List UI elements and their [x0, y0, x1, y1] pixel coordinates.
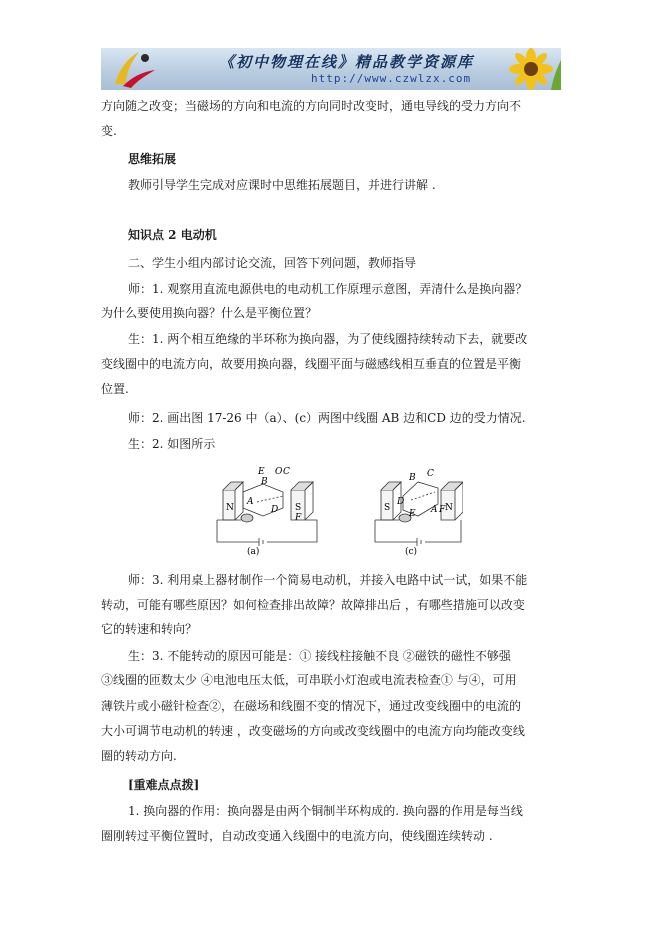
- logo-icon: [101, 48, 171, 90]
- student-answer-1-cont: 变线圈中的电流方向，故要用换向器，线圈平面与磁感线相互垂直的位置是平衡: [101, 357, 522, 371]
- section-heading-think: 思维拓展: [128, 152, 177, 166]
- label-F: F: [439, 505, 446, 515]
- student-answer-1: 生：1. 两个相互绝缘的半环称为换向器，为了使线圈持续转动下去，就要改: [128, 332, 528, 346]
- header-banner: [101, 48, 561, 90]
- label-D: D: [397, 497, 405, 507]
- label-C: C: [427, 469, 434, 479]
- teacher-question-1: 师：1. 观察用直流电源供电的电动机工作原理示意图，弄清什么是换向器？: [128, 282, 528, 296]
- key-point-1-cont: 圈刚转过平衡位置时，自动改变通入线圈中的电流方向，使线圈连续转动 .: [101, 829, 493, 843]
- teacher-question-3: 师：3. 利用桌上器材制作一个简易电动机，并接入电路中试一试，如果不能: [128, 573, 528, 587]
- label-D: D: [271, 505, 279, 515]
- banner-url[interactable]: http://www.czwlzx.com: [311, 72, 472, 85]
- motor-diagram-figure: [213, 462, 463, 556]
- label-F: F: [295, 513, 302, 523]
- student-answer-2: 生：2. 如图所示: [128, 437, 216, 451]
- key-points-heading: [重难点点拨]: [128, 778, 200, 792]
- label-A: A: [431, 505, 438, 515]
- student-answer-3: 生：3. 不能转动的原因可能是：① 接线柱接触不良 ②磁铁的磁性不够强: [128, 649, 511, 663]
- section-heading-knowledge-2: 知识点 2 电动机: [128, 228, 217, 242]
- diagram-a: [217, 482, 317, 546]
- banner-title: 《初中物理在线》精品教学资源库: [219, 53, 475, 71]
- label-E: E: [409, 509, 416, 519]
- label-N: N: [445, 503, 453, 513]
- teacher-question-2: 师：2. 画出图 17-26 中（a）、(c）两图中线圈 AB 边和CD 边的受力情况.: [128, 411, 526, 425]
- label-S: S: [295, 503, 302, 513]
- label-S: S: [384, 503, 391, 513]
- student-answer-1-cont: 位置.: [101, 382, 129, 396]
- paragraph-line: 教师引导学生完成对应课时中思维拓展题目，并进行讲解 .: [128, 178, 436, 192]
- sunflower-icon: [471, 48, 561, 90]
- teacher-question-3-cont: 转动，可能有哪些原因？如何检查排出故障？故障排出后 ，有哪些措施可以改变: [101, 598, 525, 612]
- teacher-question-3-cont: 它的转速和转向？: [101, 622, 198, 636]
- diagram-c: [375, 482, 463, 546]
- paragraph-line: 二、学生小组内部讨论交流，回答下列问题，教师指导: [128, 256, 417, 270]
- label-B: B: [261, 477, 268, 487]
- key-point-1: 1. 换向器的作用：换向器是由两个铜制半环构成的. 换向器的作用是每当线: [128, 804, 523, 818]
- student-answer-3-cont: ③线圈的匝数太少 ④电池电压太低，可串联小灯泡或电流表检查① 与④，可用: [101, 673, 517, 687]
- student-answer-3-cont: 圈的转动方向.: [101, 749, 177, 763]
- caption-c: (c): [405, 547, 418, 556]
- label-O: O: [275, 467, 283, 477]
- caption-a: (a): [247, 547, 260, 556]
- label-C: C: [283, 467, 290, 477]
- student-answer-3-cont: 薄铁片或小磁针检查②，在磁场和线圈不变的情况下，通过改变线圈中的电流的: [101, 699, 522, 713]
- student-answer-3-cont: 大小可调节电动机的转速 ，改变磁场的方向或改变线圈中的电流方向均能改变线: [101, 724, 525, 738]
- label-A: A: [247, 497, 254, 507]
- paragraph-line: 方向随之改变；当磁场的方向和电流的方向同时改变时，通电导线的受力方向不: [101, 99, 522, 113]
- label-E: E: [258, 467, 265, 477]
- paragraph-line: 变.: [101, 124, 117, 138]
- label-B: B: [409, 473, 416, 483]
- teacher-question-1-cont: 为什么要使用换向器？什么是平衡位置？: [101, 306, 318, 320]
- label-N: N: [226, 503, 234, 513]
